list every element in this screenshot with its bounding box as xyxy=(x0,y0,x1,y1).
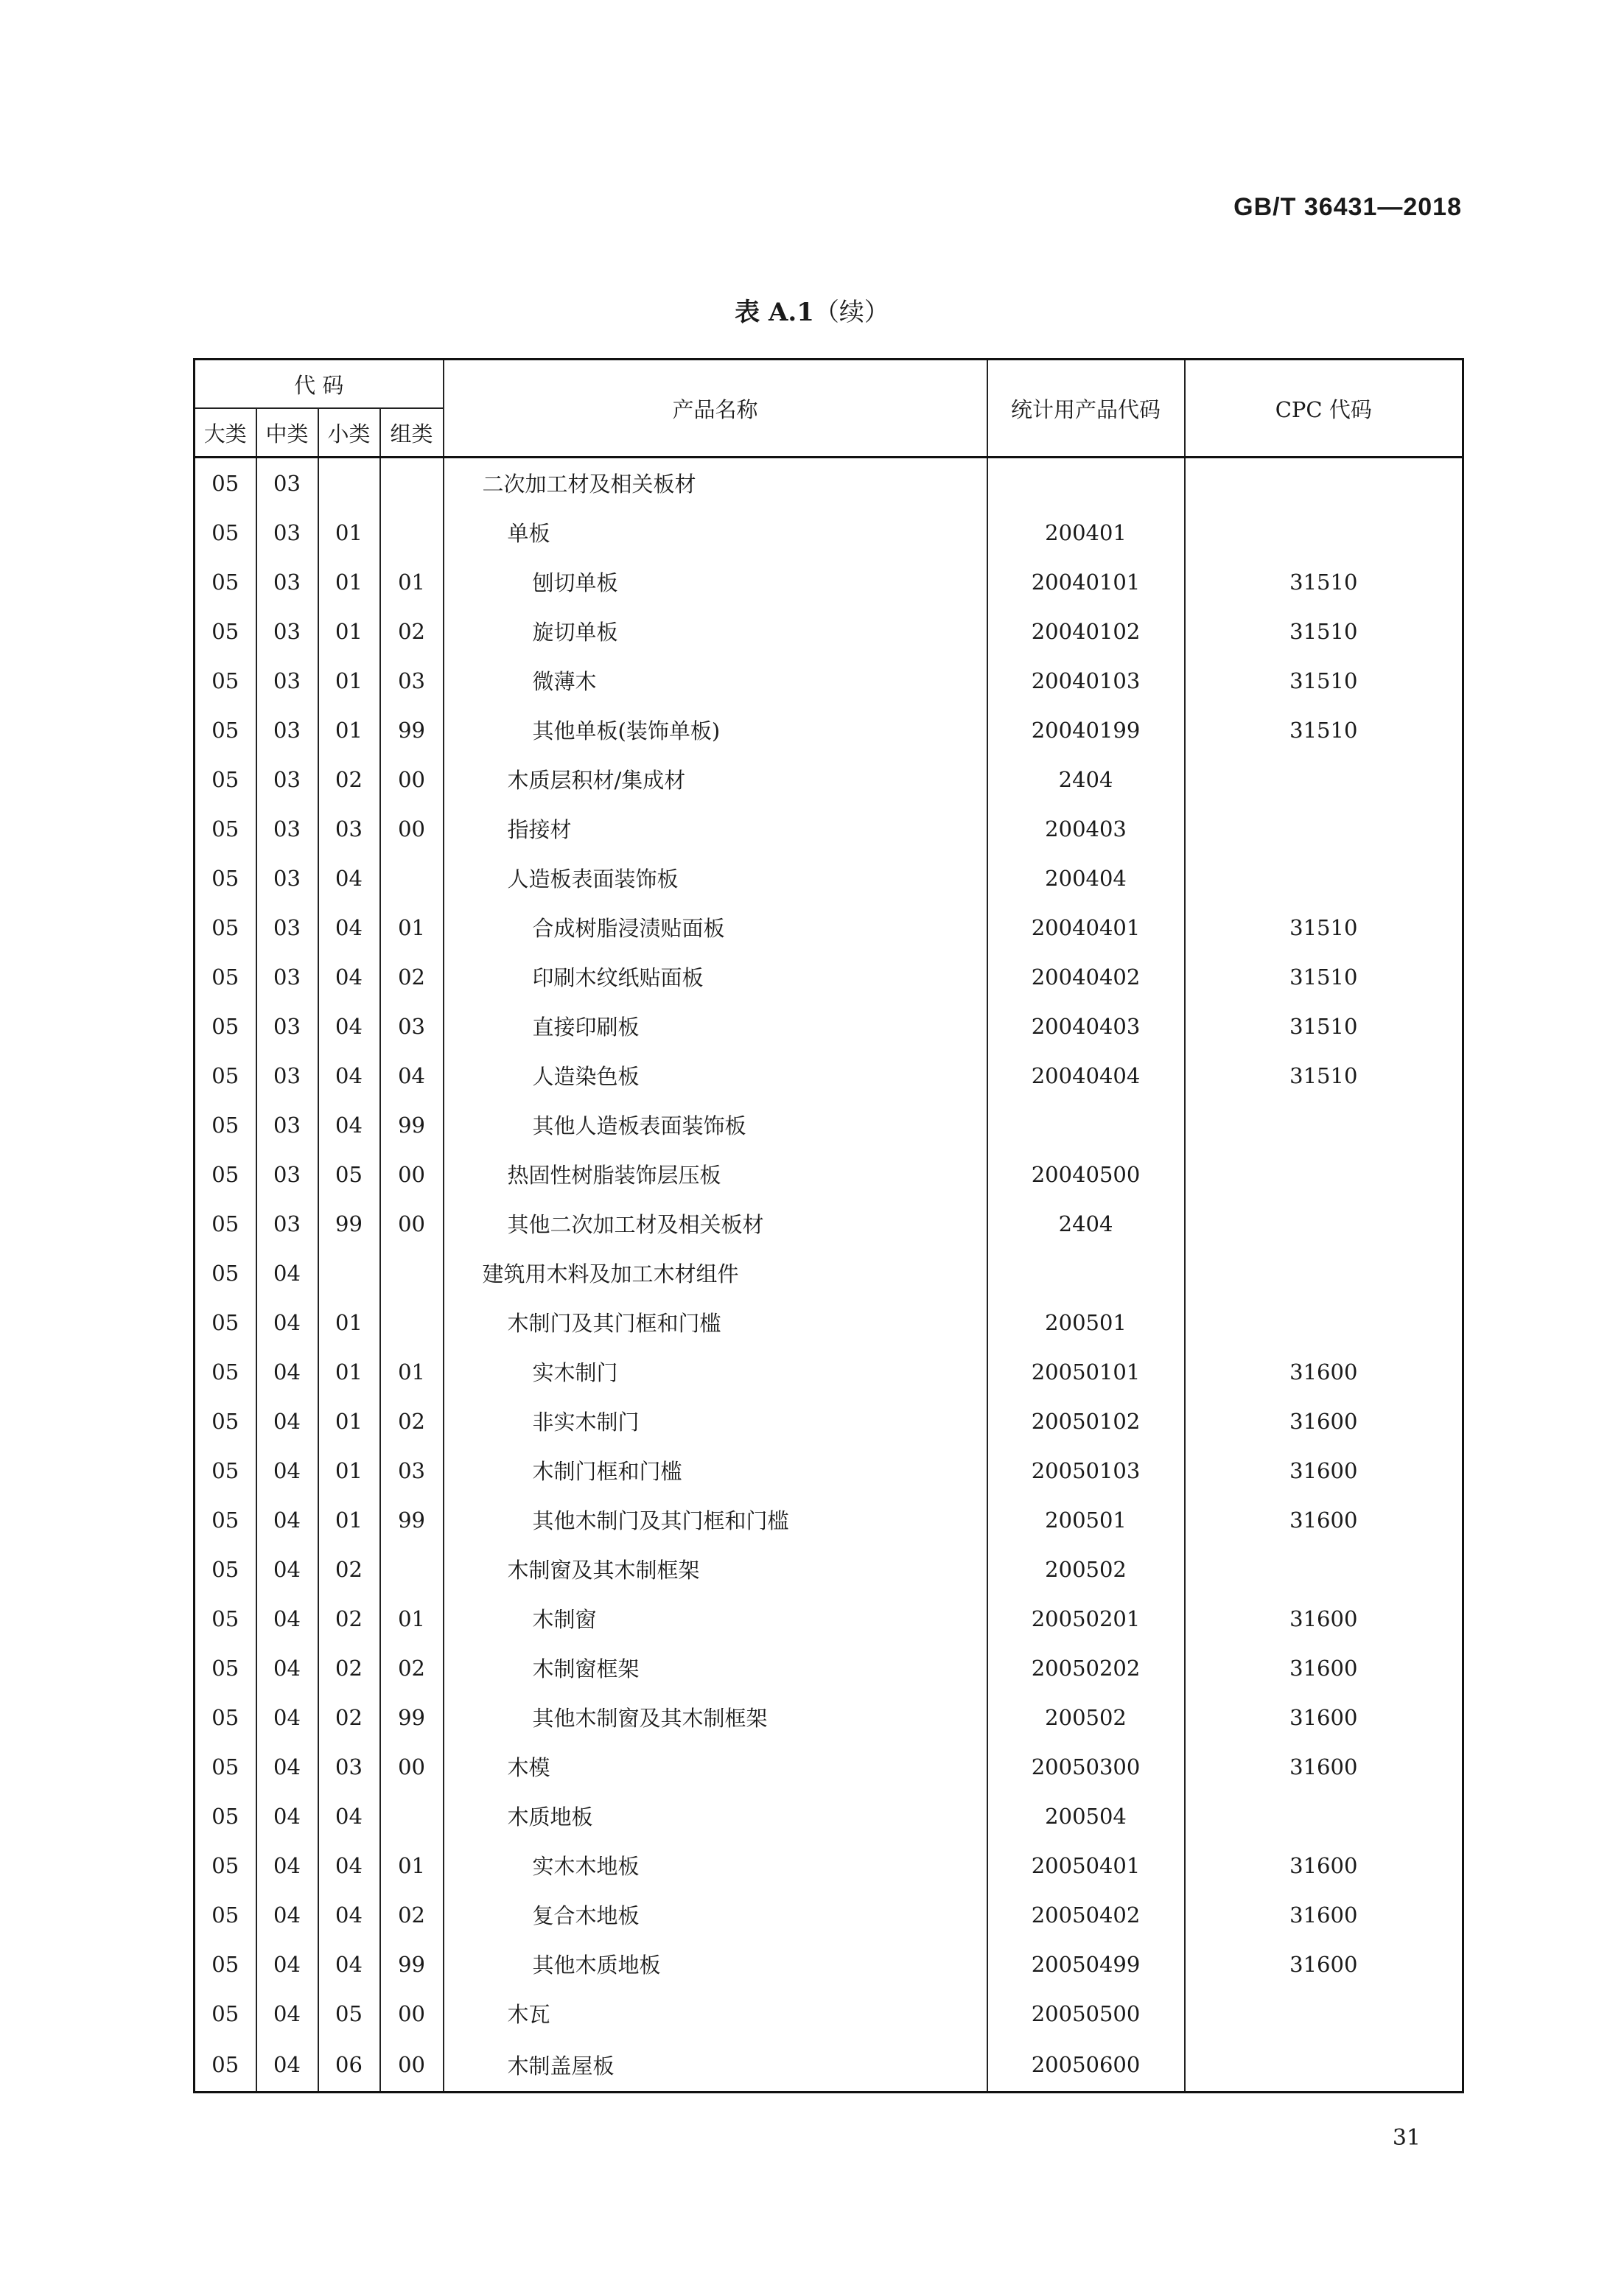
cell-cpc-code: 31600 xyxy=(1185,1495,1463,1544)
cell-medium: 04 xyxy=(256,1939,318,1989)
cell-major: 05 xyxy=(195,508,256,557)
cell-group: 00 xyxy=(380,804,444,853)
cell-cpc-code: 31600 xyxy=(1185,1692,1463,1742)
cell-product-name: 微薄木 xyxy=(444,656,987,705)
cell-stat-code: 20050401 xyxy=(987,1841,1185,1890)
cell-medium: 03 xyxy=(256,755,318,804)
cell-major: 05 xyxy=(195,1989,256,2038)
cell-group: 02 xyxy=(380,606,444,656)
header-major: 大类 xyxy=(195,408,256,458)
cell-cpc-code: 31600 xyxy=(1185,1446,1463,1495)
cell-stat-code: 200502 xyxy=(987,1692,1185,1742)
cell-minor: 01 xyxy=(318,705,380,755)
cell-major: 05 xyxy=(195,1446,256,1495)
table-row xyxy=(195,606,1463,656)
cell-cpc-code: 31600 xyxy=(1185,1396,1463,1446)
cell-medium: 04 xyxy=(256,1248,318,1298)
cell-cpc-code: 31510 xyxy=(1185,606,1463,656)
standard-number: GB/T 36431—2018 xyxy=(1233,193,1462,221)
cell-stat-code: 20050103 xyxy=(987,1446,1185,1495)
cell-medium: 03 xyxy=(256,1001,318,1051)
cell-medium: 03 xyxy=(256,1051,318,1100)
table-row xyxy=(195,1100,1463,1149)
cell-cpc-code xyxy=(1185,804,1463,853)
cell-major: 05 xyxy=(195,656,256,705)
cell-product-name: 复合木地板 xyxy=(444,1890,987,1939)
cell-stat-code xyxy=(987,1100,1185,1149)
cell-product-name: 合成树脂浸渍贴面板 xyxy=(444,903,987,952)
cell-stat-code: 200403 xyxy=(987,804,1185,853)
table-row xyxy=(195,1248,1463,1298)
cell-group: 01 xyxy=(380,1841,444,1890)
cell-stat-code: 20050600 xyxy=(987,2038,1185,2093)
table-row xyxy=(195,1446,1463,1495)
cell-stat-code: 200504 xyxy=(987,1791,1185,1841)
header-medium: 中类 xyxy=(256,408,318,458)
cell-product-name: 其他木制门及其门框和门槛 xyxy=(444,1495,987,1544)
cell-cpc-code xyxy=(1185,1544,1463,1594)
table-row xyxy=(195,1051,1463,1100)
cell-group: 99 xyxy=(380,1939,444,1989)
cell-group: 01 xyxy=(380,557,444,606)
cell-product-name: 人造染色板 xyxy=(444,1051,987,1100)
cell-minor: 01 xyxy=(318,606,380,656)
table-title xyxy=(0,292,1624,328)
cell-cpc-code xyxy=(1185,458,1463,508)
cell-product-name: 木质地板 xyxy=(444,1791,987,1841)
cell-product-name: 建筑用木料及加工木材组件 xyxy=(444,1248,987,1298)
cell-product-name: 木制窗 xyxy=(444,1594,987,1643)
cell-minor: 04 xyxy=(318,952,380,1001)
cell-medium: 04 xyxy=(256,1495,318,1544)
table-row xyxy=(195,1841,1463,1890)
cell-minor: 04 xyxy=(318,1791,380,1841)
table-row xyxy=(195,1347,1463,1396)
cell-stat-code: 20050201 xyxy=(987,1594,1185,1643)
cell-product-name: 旋切单板 xyxy=(444,606,987,656)
table-row xyxy=(195,1001,1463,1051)
cell-product-name: 木制窗框架 xyxy=(444,1643,987,1692)
cell-stat-code: 200501 xyxy=(987,1495,1185,1544)
cell-stat-code: 20040199 xyxy=(987,705,1185,755)
cell-product-name: 其他人造板表面装饰板 xyxy=(444,1100,987,1149)
table-row xyxy=(195,705,1463,755)
cell-group: 03 xyxy=(380,656,444,705)
cell-product-name: 指接材 xyxy=(444,804,987,853)
cell-cpc-code xyxy=(1185,1298,1463,1347)
cell-medium: 04 xyxy=(256,1841,318,1890)
cell-cpc-code: 31600 xyxy=(1185,1347,1463,1396)
cell-minor: 05 xyxy=(318,1149,380,1199)
cell-medium: 04 xyxy=(256,1347,318,1396)
table-row xyxy=(195,1298,1463,1347)
cell-group: 99 xyxy=(380,1100,444,1149)
cell-group: 01 xyxy=(380,1347,444,1396)
cell-major: 05 xyxy=(195,1051,256,1100)
cell-medium: 03 xyxy=(256,508,318,557)
cell-cpc-code: 31510 xyxy=(1185,1001,1463,1051)
table-row xyxy=(195,2038,1463,2093)
cell-cpc-code xyxy=(1185,1248,1463,1298)
cell-product-name: 人造板表面装饰板 xyxy=(444,853,987,903)
cell-stat-code: 200404 xyxy=(987,853,1185,903)
table-title-continued: （续） xyxy=(813,298,889,327)
cell-minor: 06 xyxy=(318,2038,380,2093)
cell-cpc-code xyxy=(1185,508,1463,557)
cell-product-name: 其他木质地板 xyxy=(444,1939,987,1989)
table-header xyxy=(195,360,1463,458)
cell-cpc-code xyxy=(1185,1791,1463,1841)
cell-stat-code: 20050202 xyxy=(987,1643,1185,1692)
cell-cpc-code xyxy=(1185,1100,1463,1149)
cell-minor: 04 xyxy=(318,1890,380,1939)
cell-cpc-code xyxy=(1185,853,1463,903)
cell-medium: 03 xyxy=(256,1149,318,1199)
table-row xyxy=(195,903,1463,952)
cell-stat-code: 20040404 xyxy=(987,1051,1185,1100)
cell-cpc-code xyxy=(1185,1149,1463,1199)
cell-major: 05 xyxy=(195,1495,256,1544)
cell-minor: 03 xyxy=(318,804,380,853)
cell-medium: 03 xyxy=(256,853,318,903)
cell-stat-code xyxy=(987,1248,1185,1298)
header-stat-code: 统计用产品代码 xyxy=(987,360,1185,458)
cell-cpc-code: 31600 xyxy=(1185,1841,1463,1890)
cell-group xyxy=(380,458,444,508)
table-row xyxy=(195,1199,1463,1248)
cell-medium: 04 xyxy=(256,1396,318,1446)
cell-medium: 04 xyxy=(256,1446,318,1495)
cell-product-name: 其他木制窗及其木制框架 xyxy=(444,1692,987,1742)
cell-minor: 01 xyxy=(318,1495,380,1544)
cell-stat-code: 200401 xyxy=(987,508,1185,557)
cell-medium: 03 xyxy=(256,804,318,853)
cell-stat-code: 20040401 xyxy=(987,903,1185,952)
cell-stat-code: 20050102 xyxy=(987,1396,1185,1446)
cell-group: 03 xyxy=(380,1446,444,1495)
cell-minor: 01 xyxy=(318,1347,380,1396)
cell-stat-code: 20040101 xyxy=(987,557,1185,606)
cell-medium: 03 xyxy=(256,557,318,606)
cell-group xyxy=(380,1298,444,1347)
cell-minor: 01 xyxy=(318,656,380,705)
table-body xyxy=(195,458,1463,2093)
cell-group: 00 xyxy=(380,755,444,804)
cell-group: 00 xyxy=(380,1199,444,1248)
cell-stat-code: 20050500 xyxy=(987,1989,1185,2038)
cell-major: 05 xyxy=(195,1149,256,1199)
cell-product-name: 木制窗及其木制框架 xyxy=(444,1544,987,1594)
cell-cpc-code: 31600 xyxy=(1185,1939,1463,1989)
cell-medium: 04 xyxy=(256,1989,318,2038)
cell-major: 05 xyxy=(195,903,256,952)
cell-group: 03 xyxy=(380,1001,444,1051)
cell-medium: 03 xyxy=(256,1199,318,1248)
cell-minor xyxy=(318,1248,380,1298)
cell-stat-code: 20050402 xyxy=(987,1890,1185,1939)
cell-group xyxy=(380,1544,444,1594)
cell-medium: 03 xyxy=(256,705,318,755)
cell-product-name: 刨切单板 xyxy=(444,557,987,606)
cell-group: 00 xyxy=(380,1149,444,1199)
header-code-group: 代 码 xyxy=(195,360,444,409)
cell-major: 05 xyxy=(195,1742,256,1791)
table-row xyxy=(195,458,1463,508)
header-group: 组类 xyxy=(380,408,444,458)
cell-medium: 04 xyxy=(256,1298,318,1347)
cell-major: 05 xyxy=(195,1001,256,1051)
table-row xyxy=(195,755,1463,804)
cell-minor: 04 xyxy=(318,1841,380,1890)
cell-medium: 03 xyxy=(256,458,318,508)
cell-major: 05 xyxy=(195,1594,256,1643)
cell-product-name: 木制门及其门框和门槛 xyxy=(444,1298,987,1347)
cell-minor xyxy=(318,458,380,508)
cell-product-name: 木制盖屋板 xyxy=(444,2038,987,2093)
cell-group xyxy=(380,853,444,903)
table-title-label: 表 A.1 xyxy=(735,298,814,327)
cell-minor: 04 xyxy=(318,1100,380,1149)
cell-medium: 04 xyxy=(256,1791,318,1841)
cell-major: 05 xyxy=(195,853,256,903)
table-row xyxy=(195,1890,1463,1939)
cell-major: 05 xyxy=(195,1692,256,1742)
cell-stat-code: 20040402 xyxy=(987,952,1185,1001)
cell-cpc-code xyxy=(1185,1989,1463,2038)
cell-group: 99 xyxy=(380,1692,444,1742)
cell-product-name: 木质层积材/集成材 xyxy=(444,755,987,804)
cell-medium: 03 xyxy=(256,656,318,705)
cell-product-name: 其他二次加工材及相关板材 xyxy=(444,1199,987,1248)
cell-stat-code: 2404 xyxy=(987,755,1185,804)
table-row xyxy=(195,1396,1463,1446)
cell-cpc-code: 31600 xyxy=(1185,1742,1463,1791)
table-row xyxy=(195,1594,1463,1643)
cell-product-name: 其他单板(装饰单板) xyxy=(444,705,987,755)
cell-minor: 01 xyxy=(318,508,380,557)
cell-stat-code: 200502 xyxy=(987,1544,1185,1594)
cell-cpc-code: 31600 xyxy=(1185,1594,1463,1643)
product-code-table xyxy=(193,358,1464,2093)
cell-product-name: 实木木地板 xyxy=(444,1841,987,1890)
cell-minor: 02 xyxy=(318,1643,380,1692)
cell-major: 05 xyxy=(195,1643,256,1692)
cell-stat-code: 20040102 xyxy=(987,606,1185,656)
cell-minor: 01 xyxy=(318,1446,380,1495)
cell-product-name: 木瓦 xyxy=(444,1989,987,2038)
page-number: 31 xyxy=(1392,2125,1421,2151)
table-row xyxy=(195,1742,1463,1791)
cell-minor: 01 xyxy=(318,1396,380,1446)
cell-medium: 04 xyxy=(256,1692,318,1742)
cell-stat-code: 200501 xyxy=(987,1298,1185,1347)
table-row xyxy=(195,508,1463,557)
cell-minor: 05 xyxy=(318,1989,380,2038)
table-row xyxy=(195,952,1463,1001)
cell-group xyxy=(380,1248,444,1298)
cell-group: 01 xyxy=(380,1594,444,1643)
cell-cpc-code: 31600 xyxy=(1185,1643,1463,1692)
table-row xyxy=(195,1643,1463,1692)
cell-group: 99 xyxy=(380,705,444,755)
cell-cpc-code: 31510 xyxy=(1185,952,1463,1001)
cell-cpc-code: 31510 xyxy=(1185,1051,1463,1100)
table-row xyxy=(195,1692,1463,1742)
table-row xyxy=(195,853,1463,903)
cell-minor: 01 xyxy=(318,1298,380,1347)
cell-minor: 02 xyxy=(318,1544,380,1594)
table-row xyxy=(195,1495,1463,1544)
cell-cpc-code: 31510 xyxy=(1185,656,1463,705)
cell-stat-code: 20040103 xyxy=(987,656,1185,705)
cell-medium: 03 xyxy=(256,903,318,952)
cell-major: 05 xyxy=(195,1890,256,1939)
cell-major: 05 xyxy=(195,1199,256,1248)
cell-group: 00 xyxy=(380,1742,444,1791)
cell-cpc-code: 31600 xyxy=(1185,1890,1463,1939)
cell-medium: 04 xyxy=(256,1742,318,1791)
cell-stat-code: 20040403 xyxy=(987,1001,1185,1051)
table-row xyxy=(195,1544,1463,1594)
cell-major: 05 xyxy=(195,1248,256,1298)
cell-stat-code: 20050300 xyxy=(987,1742,1185,1791)
cell-stat-code: 20040500 xyxy=(987,1149,1185,1199)
cell-major: 05 xyxy=(195,2038,256,2093)
cell-group: 00 xyxy=(380,1989,444,2038)
cell-product-name: 直接印刷板 xyxy=(444,1001,987,1051)
cell-major: 05 xyxy=(195,1939,256,1989)
table-row xyxy=(195,1791,1463,1841)
cell-major: 05 xyxy=(195,755,256,804)
cell-cpc-code xyxy=(1185,1199,1463,1248)
cell-minor: 04 xyxy=(318,1939,380,1989)
cell-product-name: 实木制门 xyxy=(444,1347,987,1396)
cell-major: 05 xyxy=(195,804,256,853)
cell-product-name: 单板 xyxy=(444,508,987,557)
cell-stat-code xyxy=(987,458,1185,508)
header-cpc-code: CPC 代码 xyxy=(1185,360,1463,458)
cell-group xyxy=(380,1791,444,1841)
cell-cpc-code xyxy=(1185,755,1463,804)
cell-minor: 04 xyxy=(318,853,380,903)
cell-product-name: 非实木制门 xyxy=(444,1396,987,1446)
cell-group: 02 xyxy=(380,1890,444,1939)
header-product-name: 产品名称 xyxy=(444,360,987,458)
cell-minor: 04 xyxy=(318,903,380,952)
cell-minor: 03 xyxy=(318,1742,380,1791)
cell-major: 05 xyxy=(195,606,256,656)
cell-cpc-code xyxy=(1185,2038,1463,2093)
cell-product-name: 木模 xyxy=(444,1742,987,1791)
cell-stat-code: 20050499 xyxy=(987,1939,1185,1989)
cell-stat-code: 2404 xyxy=(987,1199,1185,1248)
cell-minor: 01 xyxy=(318,557,380,606)
cell-major: 05 xyxy=(195,952,256,1001)
cell-cpc-code: 31510 xyxy=(1185,557,1463,606)
cell-group: 01 xyxy=(380,903,444,952)
cell-major: 05 xyxy=(195,1791,256,1841)
cell-minor: 02 xyxy=(318,1594,380,1643)
cell-medium: 04 xyxy=(256,1594,318,1643)
cell-cpc-code: 31510 xyxy=(1185,903,1463,952)
cell-group: 02 xyxy=(380,1643,444,1692)
table-row xyxy=(195,557,1463,606)
cell-major: 05 xyxy=(195,1841,256,1890)
cell-product-name: 印刷木纹纸贴面板 xyxy=(444,952,987,1001)
table-row xyxy=(195,1989,1463,2038)
cell-medium: 04 xyxy=(256,1544,318,1594)
cell-group: 04 xyxy=(380,1051,444,1100)
cell-minor: 99 xyxy=(318,1199,380,1248)
cell-major: 05 xyxy=(195,458,256,508)
cell-medium: 04 xyxy=(256,1890,318,1939)
cell-major: 05 xyxy=(195,705,256,755)
cell-product-name: 热固性树脂装饰层压板 xyxy=(444,1149,987,1199)
cell-medium: 03 xyxy=(256,952,318,1001)
cell-group xyxy=(380,508,444,557)
cell-major: 05 xyxy=(195,1100,256,1149)
table-row xyxy=(195,1149,1463,1199)
cell-group: 02 xyxy=(380,1396,444,1446)
cell-cpc-code: 31510 xyxy=(1185,705,1463,755)
cell-major: 05 xyxy=(195,557,256,606)
cell-major: 05 xyxy=(195,1396,256,1446)
cell-major: 05 xyxy=(195,1347,256,1396)
cell-medium: 03 xyxy=(256,1100,318,1149)
table-row xyxy=(195,1939,1463,1989)
cell-minor: 04 xyxy=(318,1051,380,1100)
header-minor: 小类 xyxy=(318,408,380,458)
cell-group: 99 xyxy=(380,1495,444,1544)
cell-medium: 04 xyxy=(256,1643,318,1692)
cell-group: 00 xyxy=(380,2038,444,2093)
table-row xyxy=(195,656,1463,705)
table-row xyxy=(195,804,1463,853)
cell-product-name: 木制门框和门槛 xyxy=(444,1446,987,1495)
cell-minor: 04 xyxy=(318,1001,380,1051)
cell-stat-code: 20050101 xyxy=(987,1347,1185,1396)
cell-group: 02 xyxy=(380,952,444,1001)
cell-major: 05 xyxy=(195,1544,256,1594)
cell-medium: 04 xyxy=(256,2038,318,2093)
cell-product-name: 二次加工材及相关板材 xyxy=(444,458,987,508)
cell-medium: 03 xyxy=(256,606,318,656)
cell-minor: 02 xyxy=(318,755,380,804)
cell-minor: 02 xyxy=(318,1692,380,1742)
cell-major: 05 xyxy=(195,1298,256,1347)
